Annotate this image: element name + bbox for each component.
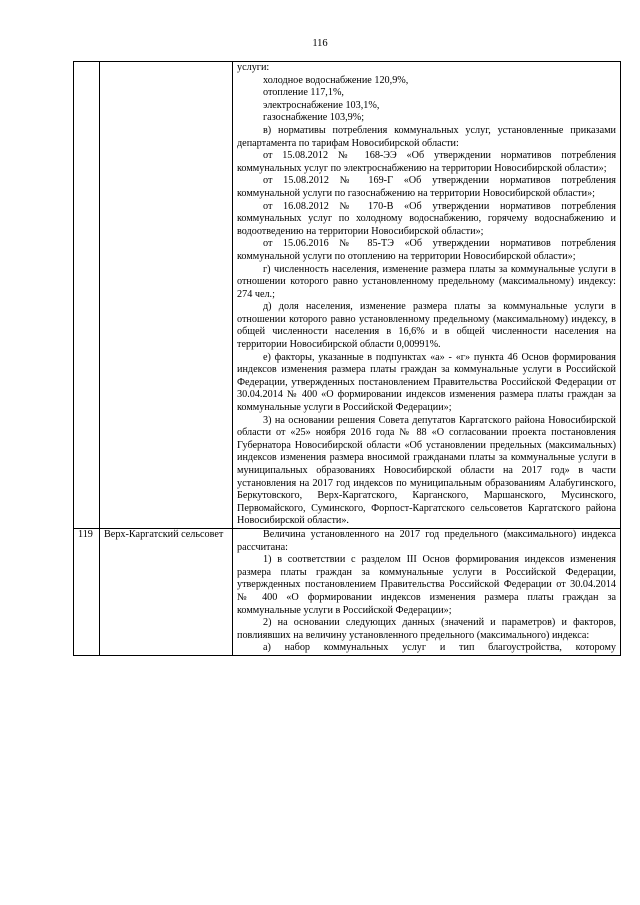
paragraph: 3) на основании решения Совета депутатов Каргатского района Новосибирской области от «25» ноября 2016 года № 88 «О согласовании проекта постановления Губернатора Новосибирской области «Об установлении предельных (максимальных) индексов изменения размера вносимой гражданами платы за коммунальные услуги в муниципальных образованиях Новосибирской области на 2017 год» в части установления на 2017 год индексов по муниципальным образованиям Алабугинского, Беркутовского, Верх-Каргатского, Карганского, Маршанского, Мусинского, Первомайского, Суминского, Форпост-Каргатского сельсоветов Каргатского района Новосибирской области». [237,414,616,527]
paragraph: электроснабжение 103,1%, [263,99,380,111]
paragraph: Величина установленного на 2017 год предельного (максимального) индекса рассчитана: [237,528,616,553]
paragraph: в) нормативы потребления коммунальных услуг, установленные приказами департамента по тарифам Новосибирской области: [237,124,616,149]
row-number-cell: 119 [74,528,100,655]
paragraph: д) доля населения, изменение размера платы за коммунальные услуги в отношении которого равно установленному предельному (максимальному) индексу, в общей численности населения в 16,6% и в общей численности населения на территории Новосибирской области 0,00991%. [237,301,616,351]
paragraph: отопление 117,1%, [263,87,344,99]
table-row [74,528,621,655]
paragraph: газоснабжение 103,9%; [263,112,365,124]
justification-cell [233,62,621,529]
paragraph: от 16.08.2012 № 170-В «Об утверждении нормативов потребления коммунальных услуг по холодному водоснабжению, горячему водоснабжению и водоотведению на территории Новосибирской области»; [237,200,616,237]
municipality-name-cell [100,62,233,529]
paragraph: от 15.06.2016 № 85-ТЭ «Об утверждении нормативов потребления коммунальной услуги по отоплению на территории Новосибирской области»; [237,238,616,262]
table-row [74,62,621,529]
paragraph: от 15.08.2012 № 169-Г «Об утверждении нормативов потребления коммунальной услуги по газоснабжению на территории Новосибирской области»; [237,175,616,199]
municipality-name-cell: Верх-Каргатский сельсовет [100,528,233,655]
paragraph: 2) на основании следующих данных (значений и параметров) и факторов, повлиявших на величину установленного предельного (максимального) индекса: [237,617,616,641]
page-number: 116 [312,38,328,49]
paragraph: 1) в соответствии с разделом III Основ формирования индексов изменения размера платы граждан за коммунальные услуги в Российской Федерации, утвержденных постановлением Правительства Российской Федерации от 30.04.2014 № 400 «О формировании индексов изменения размера платы граждан за коммунальные услуги в Российской Федерации»; [237,554,616,616]
paragraph: а) набор коммунальных услуг и тип благоустройства, которому [263,642,616,654]
row-number-cell [74,62,100,529]
paragraph: услуги: [237,62,270,73]
paragraph: холодное водоснабжение 120,9%, [263,74,409,86]
justification-cell [233,528,621,655]
paragraph: е) факторы, указанные в подпунктах «а» - «г» пункта 46 Основ формирования индексов изменения размера платы граждан за коммунальные услуги в Российской Федерации, утвержденных постановлением Правительства Российской Федерации от 30.04.2014 № 400 «О формировании индексов изменения размера платы граждан за коммунальные услуги в Российской Федерации»; [237,351,616,414]
paragraph: г) численность населения, изменение размера платы за коммунальные услуги в отношении которого равно установленному предельному (максимальному) индексу: 274 чел.; [237,263,616,300]
paragraph: от 15.08.2012 № 168-ЭЭ «Об утверждении нормативов потребления коммунальных услуг по электроснабжению на территории Новосибирской области»; [237,150,616,174]
index-table [73,61,621,656]
